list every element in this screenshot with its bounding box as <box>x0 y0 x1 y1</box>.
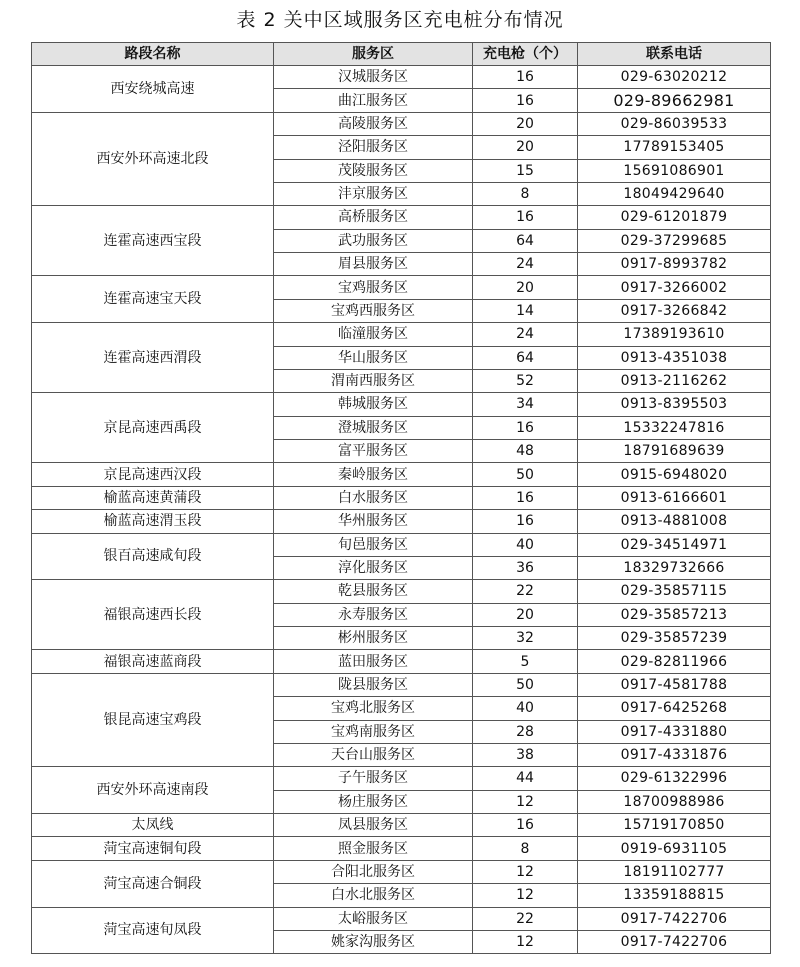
service-area-cell: 宝鸡西服务区 <box>274 299 473 322</box>
charging-guns-cell: 22 <box>473 907 578 930</box>
service-area-cell: 照金服务区 <box>274 837 473 860</box>
charging-guns-cell: 14 <box>473 299 578 322</box>
charging-guns-cell: 28 <box>473 720 578 743</box>
phone-cell: 029-82811966 <box>578 650 771 673</box>
phone-cell: 0917-7422706 <box>578 907 771 930</box>
road-name-cell: 银百高速咸旬段 <box>32 533 274 580</box>
service-area-cell: 杨庄服务区 <box>274 790 473 813</box>
charging-guns-cell: 16 <box>473 66 578 89</box>
charging-guns-cell: 16 <box>473 416 578 439</box>
phone-cell: 0913-4351038 <box>578 346 771 369</box>
phone-cell: 0917-4331876 <box>578 743 771 766</box>
charging-guns-cell: 12 <box>473 930 578 953</box>
road-name-cell: 西安外环高速南段 <box>32 767 274 814</box>
header-charging-guns: 充电枪（个） <box>473 43 578 66</box>
phone-cell: 029-61201879 <box>578 206 771 229</box>
table-row <box>32 860 771 883</box>
service-area-cell: 高陵服务区 <box>274 112 473 135</box>
phone-cell: 0917-6425268 <box>578 697 771 720</box>
phone-cell: 18700988986 <box>578 790 771 813</box>
service-area-cell: 淳化服务区 <box>274 556 473 579</box>
table-row <box>32 533 771 556</box>
charging-guns-cell: 16 <box>473 510 578 533</box>
charging-guns-cell: 64 <box>473 346 578 369</box>
charging-guns-cell: 64 <box>473 229 578 252</box>
road-name-cell: 福银高速西长段 <box>32 580 274 650</box>
road-name-cell: 菏宝高速合铜段 <box>32 860 274 907</box>
table-row <box>32 393 771 416</box>
service-area-cell: 曲江服务区 <box>274 89 473 112</box>
phone-cell: 0913-8395503 <box>578 393 771 416</box>
road-name-cell: 京昆高速西汉段 <box>32 463 274 486</box>
table-row <box>32 837 771 860</box>
service-area-cell: 秦岭服务区 <box>274 463 473 486</box>
road-name-cell: 菏宝高速铜旬段 <box>32 837 274 860</box>
service-area-cell: 宝鸡北服务区 <box>274 697 473 720</box>
road-name-cell: 福银高速蓝商段 <box>32 650 274 673</box>
phone-cell: 029-34514971 <box>578 533 771 556</box>
charging-guns-cell: 24 <box>473 253 578 276</box>
table-row <box>32 112 771 135</box>
service-area-cell: 乾县服务区 <box>274 580 473 603</box>
table-body <box>32 66 771 954</box>
road-name-cell: 连霍高速西渭段 <box>32 323 274 393</box>
service-area-cell: 合阳北服务区 <box>274 860 473 883</box>
phone-cell: 029-86039533 <box>578 112 771 135</box>
header-phone: 联系电话 <box>578 43 771 66</box>
charging-guns-cell: 8 <box>473 182 578 205</box>
phone-cell: 029-35857115 <box>578 580 771 603</box>
phone-cell: 0917-7422706 <box>578 930 771 953</box>
phone-cell: 18329732666 <box>578 556 771 579</box>
charging-pile-table <box>31 42 771 954</box>
charging-guns-cell: 20 <box>473 112 578 135</box>
service-area-cell: 宝鸡南服务区 <box>274 720 473 743</box>
road-name-cell: 连霍高速宝天段 <box>32 276 274 323</box>
header-row <box>32 43 771 66</box>
service-area-cell: 渭南西服务区 <box>274 369 473 392</box>
table-row <box>32 767 771 790</box>
table-row <box>32 486 771 509</box>
table-row <box>32 650 771 673</box>
charging-guns-cell: 20 <box>473 276 578 299</box>
charging-guns-cell: 20 <box>473 136 578 159</box>
charging-guns-cell: 12 <box>473 860 578 883</box>
table-row <box>32 580 771 603</box>
road-name-cell: 京昆高速西禹段 <box>32 393 274 463</box>
charging-guns-cell: 16 <box>473 814 578 837</box>
charging-guns-cell: 24 <box>473 323 578 346</box>
service-area-cell: 泾阳服务区 <box>274 136 473 159</box>
service-area-cell: 澄城服务区 <box>274 416 473 439</box>
phone-cell: 029-35857239 <box>578 627 771 650</box>
phone-cell: 15719170850 <box>578 814 771 837</box>
table-row <box>32 907 771 930</box>
service-area-cell: 华州服务区 <box>274 510 473 533</box>
charging-guns-cell: 16 <box>473 206 578 229</box>
road-name-cell: 西安绕城高速 <box>32 66 274 113</box>
charging-guns-cell: 15 <box>473 159 578 182</box>
table-row <box>32 66 771 89</box>
phone-cell: 17389193610 <box>578 323 771 346</box>
phone-cell: 0917-8993782 <box>578 253 771 276</box>
table-title: 表 2 关中区域服务区充电桩分布情况 <box>236 9 564 31</box>
table-row <box>32 673 771 696</box>
service-area-cell: 陇县服务区 <box>274 673 473 696</box>
charging-guns-cell: 34 <box>473 393 578 416</box>
service-area-cell: 白水北服务区 <box>274 884 473 907</box>
service-area-cell: 韩城服务区 <box>274 393 473 416</box>
phone-cell: 18049429640 <box>578 182 771 205</box>
service-area-cell: 眉县服务区 <box>274 253 473 276</box>
table-row <box>32 323 771 346</box>
service-area-cell: 沣京服务区 <box>274 182 473 205</box>
service-area-cell: 富平服务区 <box>274 440 473 463</box>
phone-cell: 0917-4331880 <box>578 720 771 743</box>
phone-cell: 029-63020212 <box>578 66 771 89</box>
service-area-cell: 临潼服务区 <box>274 323 473 346</box>
phone-cell: 0915-6948020 <box>578 463 771 486</box>
phone-cell: 0917-3266842 <box>578 299 771 322</box>
road-name-cell: 银昆高速宝鸡段 <box>32 673 274 767</box>
table-row <box>32 510 771 533</box>
phone-cell: 0917-3266002 <box>578 276 771 299</box>
table-row <box>32 814 771 837</box>
service-area-cell: 旬邑服务区 <box>274 533 473 556</box>
charging-guns-cell: 5 <box>473 650 578 673</box>
phone-cell: 18791689639 <box>578 440 771 463</box>
service-area-cell: 姚家沟服务区 <box>274 930 473 953</box>
phone-cell: 18191102777 <box>578 860 771 883</box>
service-area-cell: 彬州服务区 <box>274 627 473 650</box>
service-area-cell: 凤县服务区 <box>274 814 473 837</box>
road-name-cell: 西安外环高速北段 <box>32 112 274 206</box>
road-name-cell: 太凤线 <box>32 814 274 837</box>
service-area-cell: 高桥服务区 <box>274 206 473 229</box>
charging-guns-cell: 52 <box>473 369 578 392</box>
phone-cell: 15332247816 <box>578 416 771 439</box>
service-area-cell: 汉城服务区 <box>274 66 473 89</box>
table-row <box>32 206 771 229</box>
phone-cell: 17789153405 <box>578 136 771 159</box>
header-service-area: 服务区 <box>274 43 473 66</box>
charging-guns-cell: 32 <box>473 627 578 650</box>
road-name-cell: 榆蓝高速渭玉段 <box>32 510 274 533</box>
charging-guns-cell: 40 <box>473 533 578 556</box>
charging-guns-cell: 38 <box>473 743 578 766</box>
service-area-cell: 武功服务区 <box>274 229 473 252</box>
road-name-cell: 菏宝高速旬凤段 <box>32 907 274 954</box>
charging-guns-cell: 50 <box>473 463 578 486</box>
service-area-cell: 茂陵服务区 <box>274 159 473 182</box>
phone-cell: 0913-2116262 <box>578 369 771 392</box>
table-row <box>32 463 771 486</box>
service-area-cell: 宝鸡服务区 <box>274 276 473 299</box>
service-area-cell: 华山服务区 <box>274 346 473 369</box>
road-name-cell: 连霍高速西宝段 <box>32 206 274 276</box>
phone-cell: 029-35857213 <box>578 603 771 626</box>
header-road: 路段名称 <box>32 43 274 66</box>
charging-guns-cell: 40 <box>473 697 578 720</box>
service-area-cell: 蓝田服务区 <box>274 650 473 673</box>
phone-cell: 0917-4581788 <box>578 673 771 696</box>
service-area-cell: 白水服务区 <box>274 486 473 509</box>
phone-cell: 13359188815 <box>578 884 771 907</box>
phone-cell: 0913-4881008 <box>578 510 771 533</box>
charging-guns-cell: 22 <box>473 580 578 603</box>
service-area-cell: 永寿服务区 <box>274 603 473 626</box>
phone-cell: 029-37299685 <box>578 229 771 252</box>
charging-guns-cell: 50 <box>473 673 578 696</box>
charging-guns-cell: 36 <box>473 556 578 579</box>
phone-cell: 029-61322996 <box>578 767 771 790</box>
service-area-cell: 天台山服务区 <box>274 743 473 766</box>
charging-guns-cell: 12 <box>473 790 578 813</box>
phone-cell: 029-89662981 <box>578 89 771 112</box>
service-area-cell: 子午服务区 <box>274 767 473 790</box>
charging-guns-cell: 20 <box>473 603 578 626</box>
charging-guns-cell: 8 <box>473 837 578 860</box>
charging-guns-cell: 48 <box>473 440 578 463</box>
charging-guns-cell: 44 <box>473 767 578 790</box>
charging-guns-cell: 16 <box>473 486 578 509</box>
phone-cell: 15691086901 <box>578 159 771 182</box>
phone-cell: 0913-6166601 <box>578 486 771 509</box>
charging-guns-cell: 12 <box>473 884 578 907</box>
table-row <box>32 276 771 299</box>
road-name-cell: 榆蓝高速黄蒲段 <box>32 486 274 509</box>
service-area-cell: 太峪服务区 <box>274 907 473 930</box>
phone-cell: 0919-6931105 <box>578 837 771 860</box>
charging-guns-cell: 16 <box>473 89 578 112</box>
